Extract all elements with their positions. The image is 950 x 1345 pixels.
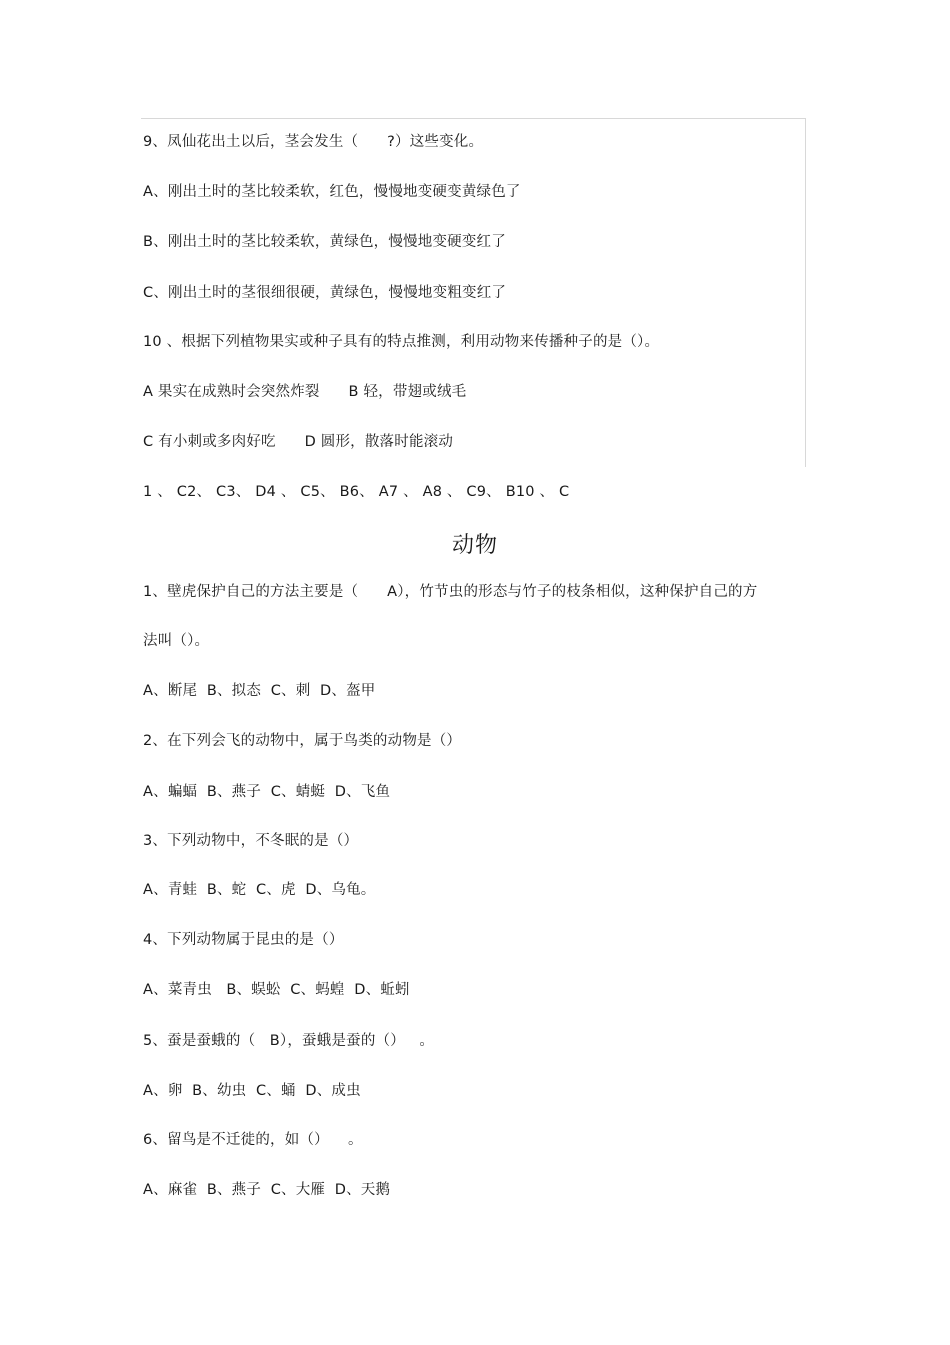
question-10: 10 、根据下列植物果实或种子具有的特点推测，利用动物来传播种子的是（）。: [143, 334, 660, 350]
animal-question-5: 5、蚕是蚕蛾的（ B），蚕蛾是蚕的（） 。: [143, 1033, 435, 1049]
animal-question-2-options: A、蝙蝠 B、燕子 C、蜻蜓 D、飞鱼: [143, 784, 391, 800]
animal-question-6-options: A、麻雀 B、燕子 C、大雁 D、天鹅: [143, 1182, 391, 1198]
section-heading-animals: 动物: [451, 533, 498, 558]
animal-question-3: 3、下列动物中，不冬眠的是（）: [143, 833, 359, 849]
animal-question-3-options: A、青蛙 B、蛇 C、虎 D、乌龟。: [143, 882, 376, 898]
question-9-option-b: B、刚出土时的茎比较柔软，黄绿色，慢慢地变硬变红了: [143, 234, 506, 250]
animal-question-4: 4、下列动物属于昆虫的是（）: [143, 932, 344, 948]
animal-question-1-cont: 法叫（）。: [143, 633, 210, 649]
animal-question-4-options: A、菜青虫 B、蜈蚣 C、蚂蝗 D、蚯蚓: [143, 982, 410, 998]
animal-question-6: 6、留鸟是不迁徙的，如（） 。: [143, 1132, 363, 1148]
question-10-options-ab: A 果实在成熟时会突然炸裂 B 轻，带翅或绒毛: [143, 384, 467, 400]
animal-question-5-options: A、卵 B、幼虫 C、蛹 D、成虫: [143, 1083, 361, 1099]
animal-question-1: 1、壁虎保护自己的方法主要是（ A），竹节虫的形态与竹子的枝条相似，这种保护自己的方: [143, 584, 758, 600]
answer-key: 1 、 C2、 C3、 D4 、 C5、 B6、 A7 、 A8 、 C9、 B10 、 C: [143, 484, 570, 500]
animal-question-2: 2、在下列会飞的动物中，属于鸟类的动物是（）: [143, 733, 462, 749]
animal-question-1-options: A、断尾 B、拟态 C、刺 D、盔甲: [143, 683, 376, 699]
question-10-options-cd: C 有小刺或多肉好吃 D 圆形，散落时能滚动: [143, 434, 454, 450]
question-9-option-a: A、刚出土时的茎比较柔软，红色，慢慢地变硬变黄绿色了: [143, 184, 521, 200]
question-9-option-c: C、刚出土时的茎很细很硬，黄绿色，慢慢地变粗变红了: [143, 285, 507, 301]
question-9: 9、凤仙花出土以后，茎会发生（ ?）这些变化。: [143, 134, 484, 150]
